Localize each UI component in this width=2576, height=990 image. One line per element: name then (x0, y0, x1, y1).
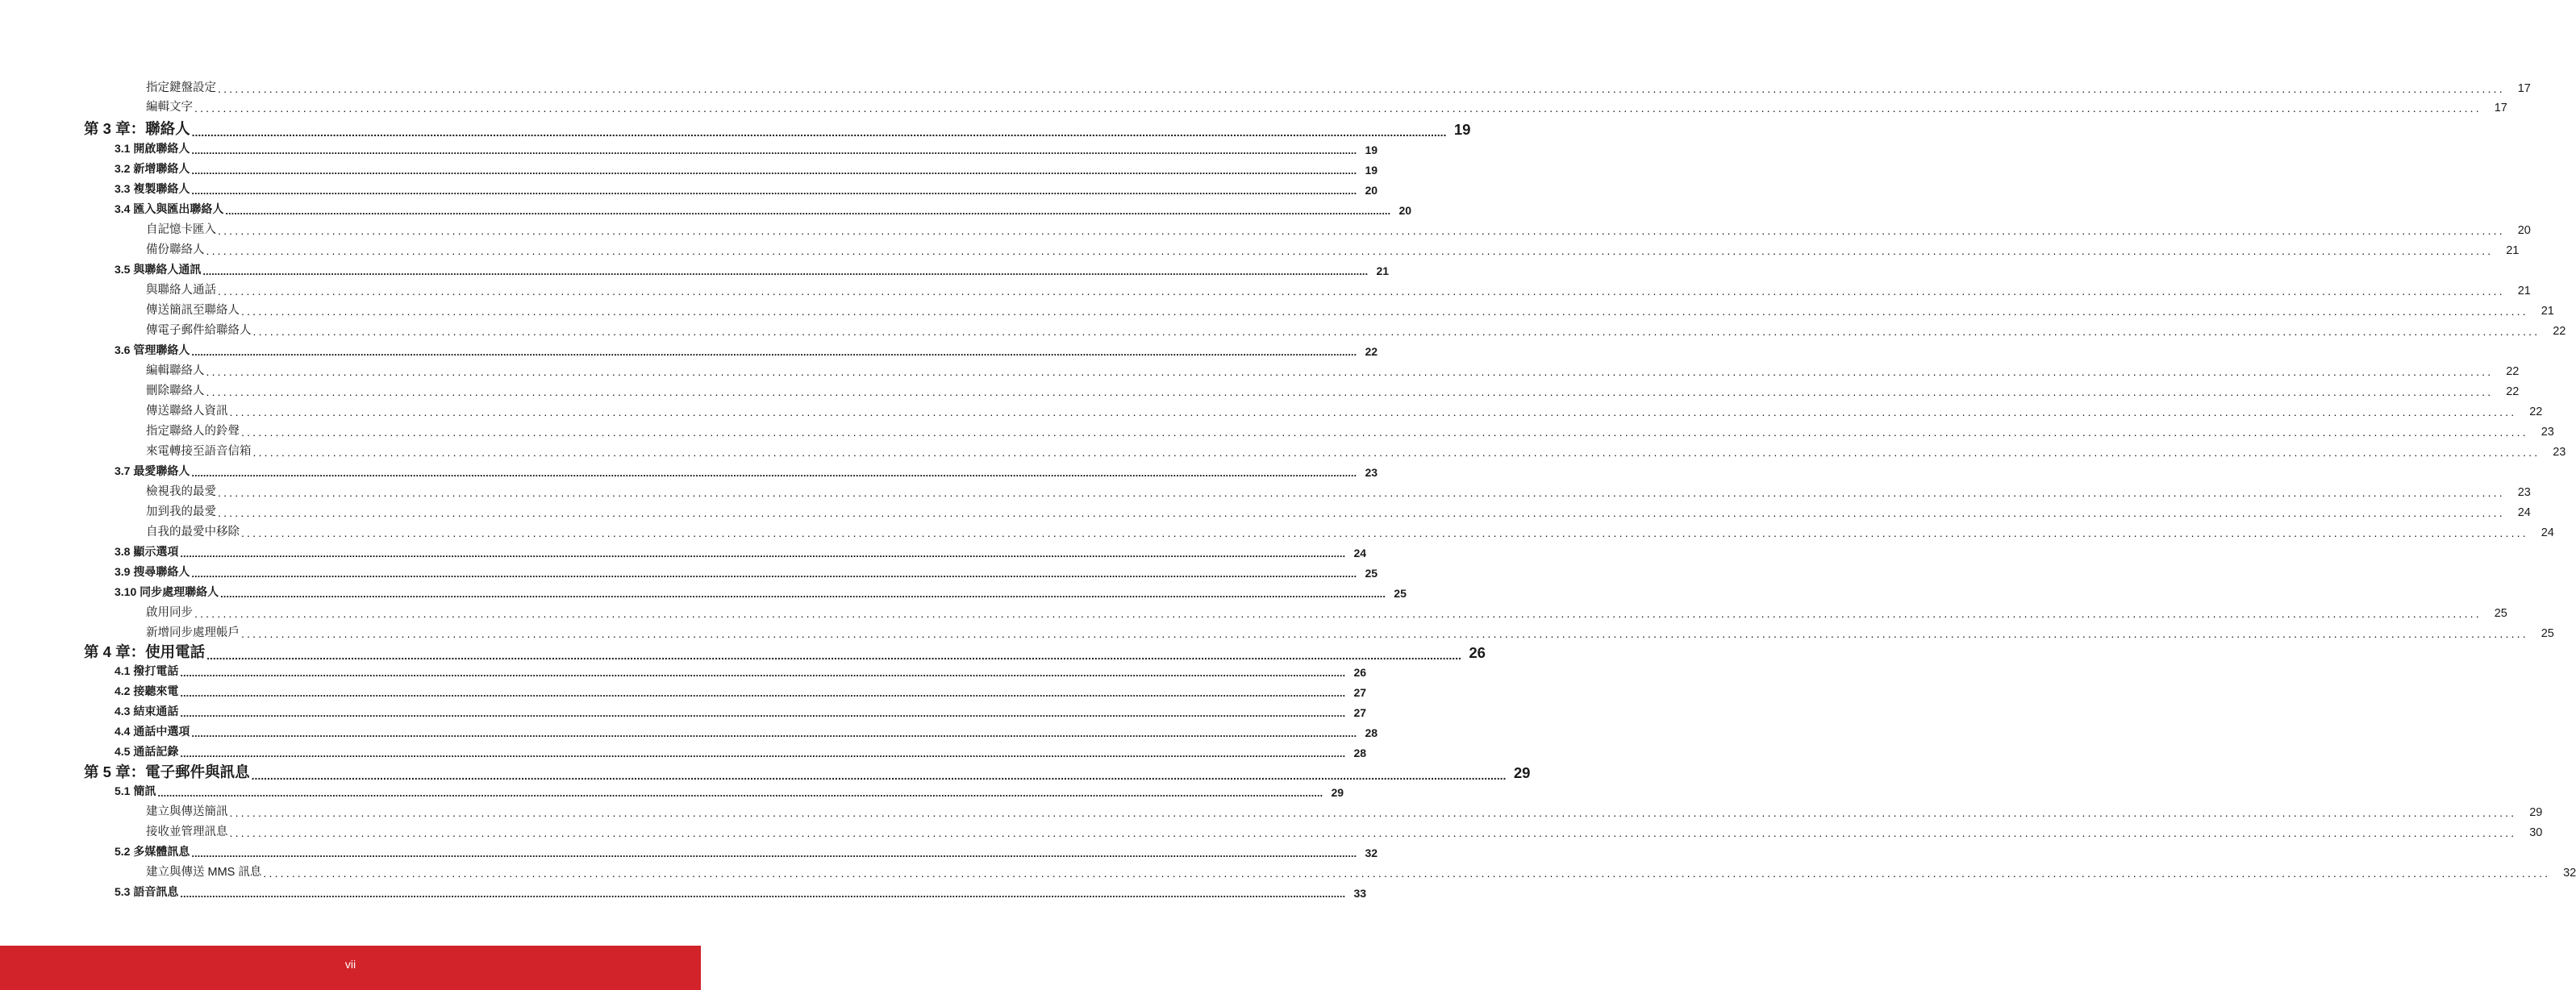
toc-entry[interactable] (115, 463, 1378, 479)
toc-entry-label: 3.4 匯入與匯出聯絡人 (115, 202, 224, 215)
dot-leader: ................................................................................................................................................................................................................................................................................................................................................................................................................ (218, 224, 2505, 237)
dot-leader: ................................................................................................................................................................................................................................................................................................................................................................................................................ (180, 888, 1346, 900)
dot-leader: ................................................................................................................................................................................................................................................................................................................................................................................................................ (191, 144, 1357, 156)
toc-entry[interactable] (115, 140, 1378, 156)
toc-entry[interactable] (115, 723, 1378, 739)
toc-entry-label: 建立與傳送 MMS 訊息 (146, 866, 262, 879)
toc-entry[interactable] (115, 342, 1378, 358)
dot-leader: ................................................................................................................................................................................................................................................................................................................................................................................................................ (218, 486, 2505, 499)
toc-entry-page: 32 (2563, 867, 2576, 880)
toc-entry-page: 23 (2553, 446, 2566, 459)
toc-entry-page: 22 (2553, 325, 2566, 338)
toc-entry[interactable] (146, 503, 2531, 519)
toc-entry[interactable] (115, 683, 1367, 699)
toc-entry-page: 17 (2517, 82, 2531, 95)
toc-entry-label: 檢視我的最愛 (146, 485, 216, 498)
toc-entry-page: 22 (2529, 406, 2543, 418)
toc-entry[interactable] (115, 843, 1378, 859)
toc-entry-label: 傳送聯絡人資訊 (146, 405, 228, 418)
toc-entry-page: 19 (1453, 121, 1471, 138)
dot-leader: ................................................................................................................................................................................................................................................................................................................................................................................................................ (191, 126, 1447, 139)
toc-entry-label: 傳送簡訊至聯絡人 (146, 304, 240, 317)
toc-entry-page: 24 (1353, 547, 1367, 559)
toc-entry[interactable] (146, 624, 2554, 640)
toc-entry-page: 26 (1469, 644, 1486, 661)
toc-entry-label: 4.4 通話中選項 (115, 725, 190, 738)
dot-leader: ................................................................................................................................................................................................................................................................................................................................................................................................................ (206, 649, 1461, 662)
toc-entry-page: 25 (2494, 607, 2507, 620)
toc-entry[interactable] (115, 703, 1367, 719)
toc-entry[interactable] (146, 443, 2566, 459)
toc-entry-label: 接收並管理訊息 (146, 826, 228, 838)
toc-entry-label: 5.2 多媒體訊息 (115, 845, 190, 858)
toc-entry[interactable] (115, 743, 1367, 759)
dot-leader: ................................................................................................................................................................................................................................................................................................................................................................................................................ (191, 185, 1357, 197)
toc-entry[interactable] (146, 863, 2576, 880)
toc-entry-label: 編輯聯絡人 (146, 364, 205, 377)
toc-entry[interactable] (84, 763, 1531, 782)
toc-entry[interactable] (146, 362, 2520, 378)
toc-entry[interactable] (146, 422, 2554, 439)
toc-entry-label: 5.3 語音訊息 (115, 885, 179, 898)
page-number: vii (344, 958, 356, 971)
toc-entry-label: 啟用同步 (146, 606, 193, 619)
toc-entry-page: 21 (2517, 285, 2531, 297)
toc-entry-page: 20 (2517, 224, 2531, 237)
toc-entry-page: 21 (2506, 244, 2520, 257)
toc-entry-label: 3.8 顯示選項 (115, 545, 179, 558)
dot-leader: ................................................................................................................................................................................................................................................................................................................................................................................................................ (241, 526, 2528, 539)
toc-entry-label: 指定聯絡人的鈴聲 (146, 425, 240, 438)
dot-leader: ................................................................................................................................................................................................................................................................................................................................................................................................................ (206, 244, 2494, 257)
toc-entry-label: 刪除聯絡人 (146, 385, 205, 397)
toc-entry-page: 25 (1365, 567, 1378, 580)
dot-leader: ................................................................................................................................................................................................................................................................................................................................................................................................................ (225, 205, 1391, 217)
toc-entry-label: 3.7 最愛聯絡人 (115, 464, 190, 477)
dot-leader: ................................................................................................................................................................................................................................................................................................................................................................................................................ (251, 769, 1507, 782)
dot-leader: ................................................................................................................................................................................................................................................................................................................................................................................................................ (191, 346, 1357, 358)
dot-leader: ................................................................................................................................................................................................................................................................................................................................................................................................................ (180, 747, 1346, 759)
toc-entry[interactable] (146, 402, 2543, 418)
toc-entry-page: 24 (2517, 506, 2531, 519)
toc-entry[interactable] (115, 201, 1412, 217)
dot-leader: ................................................................................................................................................................................................................................................................................................................................................................................................................ (218, 506, 2505, 519)
toc-entry[interactable] (146, 241, 2520, 257)
dot-leader: ................................................................................................................................................................................................................................................................................................................................................................................................................ (180, 707, 1346, 719)
toc-entry-page: 17 (2494, 102, 2507, 114)
toc-entry-label: 4.1 撥打電話 (115, 664, 179, 677)
toc-entry-label: 新增同步處理帳戶 (146, 626, 240, 639)
toc-entry-page: 27 (1353, 706, 1367, 719)
toc-entry-label: 第 5 章：電子郵件與訊息 (84, 763, 250, 780)
toc-entry-label: 備份聯絡人 (146, 243, 205, 256)
dot-leader: ................................................................................................................................................................................................................................................................................................................................................................................................................ (252, 446, 2541, 459)
dot-leader: ................................................................................................................................................................................................................................................................................................................................................................................................................ (206, 365, 2494, 378)
toc-entry-label: 5.1 簡訊 (115, 784, 156, 797)
toc-entry-page: 23 (2541, 426, 2554, 439)
dot-leader: ................................................................................................................................................................................................................................................................................................................................................................................................................ (191, 847, 1357, 859)
toc-entry-label: 加到我的最愛 (146, 505, 216, 518)
toc-entry-label: 3.1 開啟聯絡人 (115, 142, 190, 155)
toc-entry-page: 23 (1365, 466, 1378, 479)
toc-entry-page: 28 (1365, 726, 1378, 739)
toc-entry[interactable] (146, 79, 2531, 95)
dot-leader: ................................................................................................................................................................................................................................................................................................................................................................................................................ (191, 727, 1357, 739)
toc-entry[interactable] (146, 221, 2531, 237)
toc-entry-page: 33 (1353, 887, 1367, 900)
toc-entry-label: 4.5 通話記錄 (115, 745, 179, 758)
toc-entry[interactable] (146, 98, 2507, 114)
toc-entry-label: 指定鍵盤設定 (146, 81, 216, 94)
toc-entry-page: 22 (1365, 345, 1378, 358)
footer-bar (0, 946, 701, 990)
toc-entry-page: 20 (1365, 184, 1378, 197)
toc-entry[interactable] (84, 643, 1486, 662)
toc-entry-page: 21 (1376, 264, 1390, 277)
toc-entry-page: 23 (2517, 486, 2531, 499)
toc-entry-page: 19 (1365, 164, 1378, 177)
toc-entry-label: 來電轉接至語音信箱 (146, 445, 252, 458)
toc-entry[interactable] (146, 322, 2566, 338)
toc-entry[interactable] (146, 302, 2554, 318)
dot-leader: ................................................................................................................................................................................................................................................................................................................................................................................................................ (157, 787, 1323, 799)
toc-entry-page: 25 (2541, 627, 2554, 640)
dot-leader: ................................................................................................................................................................................................................................................................................................................................................................................................................ (263, 867, 2551, 880)
dot-leader: ................................................................................................................................................................................................................................................................................................................................................................................................................ (229, 406, 2517, 418)
toc-entry[interactable] (115, 181, 1378, 197)
toc-entry[interactable] (146, 382, 2520, 398)
toc-entry-label: 3.2 新增聯絡人 (115, 162, 190, 175)
dot-leader: ................................................................................................................................................................................................................................................................................................................................................................................................................ (220, 588, 1386, 600)
toc-entry-page: 26 (1353, 666, 1367, 679)
toc-entry-page: 19 (1365, 144, 1378, 156)
toc-entry-page: 29 (1331, 786, 1344, 799)
toc-entry[interactable] (115, 884, 1367, 900)
toc-entry-page: 22 (2506, 365, 2520, 378)
dot-leader: ................................................................................................................................................................................................................................................................................................................................................................................................................ (180, 687, 1346, 699)
toc-entry-page: 29 (1513, 764, 1531, 781)
toc-entry[interactable] (115, 543, 1367, 559)
toc-entry-page: 27 (1353, 686, 1367, 699)
dot-leader: ................................................................................................................................................................................................................................................................................................................................................................................................................ (229, 826, 2517, 839)
dot-leader: ................................................................................................................................................................................................................................................................................................................................................................................................................ (229, 806, 2517, 819)
toc-entry-page: 24 (2541, 526, 2554, 539)
toc-entry[interactable] (146, 281, 2531, 297)
toc-entry[interactable] (146, 823, 2543, 839)
dot-leader: ................................................................................................................................................................................................................................................................................................................................................................................................................ (180, 547, 1346, 559)
dot-leader: ................................................................................................................................................................................................................................................................................................................................................................................................................ (194, 102, 2482, 114)
dot-leader: ................................................................................................................................................................................................................................................................................................................................................................................................................ (191, 164, 1357, 177)
dot-leader: ................................................................................................................................................................................................................................................................................................................................................................................................................ (180, 667, 1346, 679)
toc-entry[interactable] (115, 584, 1407, 600)
toc-entry-label: 3.9 搜尋聯絡人 (115, 565, 190, 578)
toc-entry[interactable] (115, 663, 1367, 679)
toc-entry-label: 3.5 與聯絡人通訊 (115, 263, 202, 276)
toc-entry-label: 傳電子郵件給聯絡人 (146, 324, 252, 337)
toc-entry-label: 3.6 管理聯絡人 (115, 343, 190, 356)
toc-entry-label: 與聯絡人通話 (146, 284, 216, 297)
toc-entry-page: 28 (1353, 747, 1367, 759)
toc-entry[interactable] (146, 803, 2543, 819)
dot-leader: ................................................................................................................................................................................................................................................................................................................................................................................................................ (241, 426, 2528, 439)
toc-entry[interactable] (115, 564, 1378, 580)
toc-entry-label: 3.3 複製聯絡人 (115, 182, 190, 195)
toc-entry-label: 第 4 章：使用電話 (84, 643, 206, 660)
toc-entry[interactable] (84, 119, 1471, 139)
toc-entry[interactable] (146, 523, 2554, 539)
toc-entry[interactable] (115, 783, 1344, 799)
dot-leader: ................................................................................................................................................................................................................................................................................................................................................................................................................ (241, 305, 2528, 318)
toc-entry-label: 編輯文字 (146, 101, 193, 114)
toc-entry[interactable] (146, 483, 2531, 499)
dot-leader: ................................................................................................................................................................................................................................................................................................................................................................................................................ (191, 467, 1357, 479)
toc-entry[interactable] (115, 261, 1390, 277)
dot-leader: ................................................................................................................................................................................................................................................................................................................................................................................................................ (194, 607, 2482, 620)
dot-leader: ................................................................................................................................................................................................................................................................................................................................................................................................................ (241, 627, 2528, 640)
toc-entry-label: 3.10 同步處理聯絡人 (115, 585, 219, 598)
toc-entry-label: 自我的最愛中移除 (146, 526, 240, 539)
dot-leader: ................................................................................................................................................................................................................................................................................................................................................................................................................ (202, 265, 1369, 277)
toc-entry-label: 第 3 章：聯絡人 (84, 120, 190, 137)
toc-entry-page: 25 (1394, 587, 1407, 600)
dot-leader: ................................................................................................................................................................................................................................................................................................................................................................................................................ (252, 325, 2541, 338)
toc-entry-label: 4.2 接聽來電 (115, 684, 179, 697)
toc-entry[interactable] (115, 160, 1378, 177)
toc-entry-page: 29 (2529, 806, 2543, 819)
toc-entry-page: 30 (2529, 826, 2543, 839)
toc-entry-label: 建立與傳送簡訊 (146, 805, 228, 818)
toc-entry-label: 自記憶卡匯入 (146, 223, 216, 236)
toc-entry-page: 20 (1398, 204, 1412, 217)
toc-entry[interactable] (146, 604, 2507, 620)
dot-leader: ................................................................................................................................................................................................................................................................................................................................................................................................................ (218, 285, 2505, 297)
dot-leader: ................................................................................................................................................................................................................................................................................................................................................................................................................ (206, 385, 2494, 398)
dot-leader: ................................................................................................................................................................................................................................................................................................................................................................................................................ (218, 82, 2505, 95)
toc-entry-page: 22 (2506, 385, 2520, 398)
toc-entry-page: 32 (1365, 846, 1378, 859)
toc-entry-label: 4.3 結束通話 (115, 705, 179, 718)
dot-leader: ................................................................................................................................................................................................................................................................................................................................................................................................................ (191, 568, 1357, 580)
toc-entry-page: 21 (2541, 305, 2554, 318)
